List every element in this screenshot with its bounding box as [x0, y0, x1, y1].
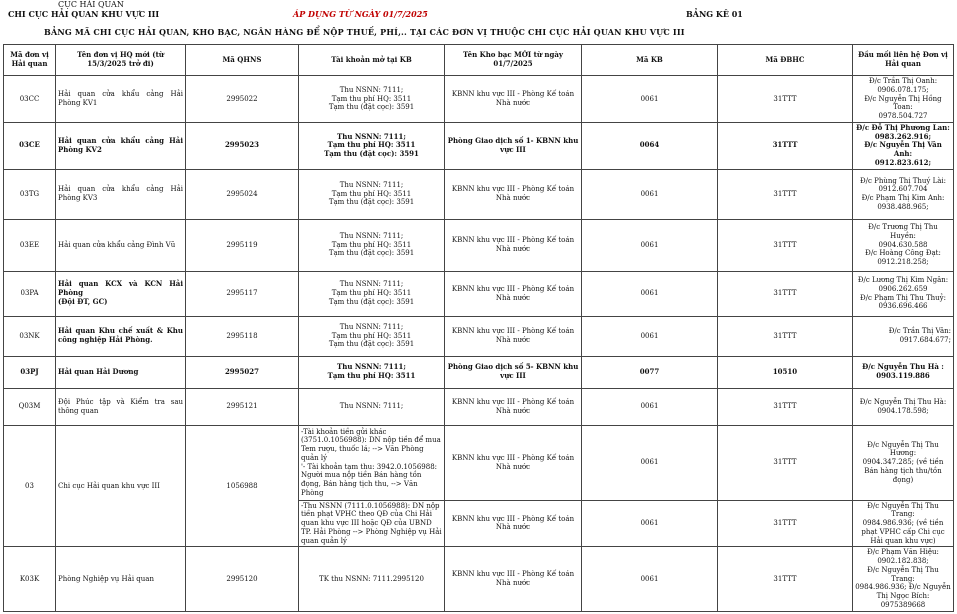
treasury-name: KBNN khu vực III - Phòng Kế toán Nhà nước	[445, 169, 582, 219]
account-info: Thu NSNN: 7111; Tạm thu phí HQ: 3511	[299, 356, 445, 388]
qhns-code: 2995024	[186, 169, 299, 219]
col-contact: Đầu mối liên hệ Đơn vị Hải quan	[853, 45, 954, 76]
contact-info: Đ/c Nguyễn Thị Thu Hà: 0904.178.598;	[853, 388, 954, 425]
qhns-code: 1056988	[186, 425, 299, 547]
table-row	[4, 547, 954, 611]
qhns-code: 2995023	[186, 122, 299, 169]
kb-code: 0061	[582, 169, 718, 219]
qhns-code: 2995121	[186, 388, 299, 425]
unit-code: 03	[4, 425, 56, 547]
unit-name: Hải quan cửa khẩu cảng Hải Phòng KV3	[56, 169, 186, 219]
table-row	[4, 316, 954, 356]
dbhc-code: 31TTT	[718, 271, 853, 316]
dbhc-code: 31TTT	[718, 547, 853, 611]
unit-code: 03TG	[4, 169, 56, 219]
kb-code: 0061	[582, 316, 718, 356]
unit-code: 03PA	[4, 271, 56, 316]
account-info: Thu NSNN: 7111; Tạm thu phí HQ: 3511 Tạm thu (đặt cọc): 3591	[299, 271, 445, 316]
table-row	[4, 219, 954, 271]
table-row	[4, 122, 954, 169]
unit-name: Hải quan cửa khẩu cảng Đình Vũ	[56, 219, 186, 271]
contact-info: Đ/c Phạm Văn Hiệu: 0902.182.838; Đ/c Nguyễn Thị Thu Trang: 0984.986.936; Đ/c Nguyễn Thị Ngọc Bích: 0975389668	[853, 547, 954, 611]
list-number: BẢNG KÊ 01	[686, 9, 743, 19]
col-account: Tài khoản mở tại KB	[299, 45, 445, 76]
unit-name: Hải quan cửa khẩu cảng Hải Phòng KV1	[56, 76, 186, 123]
treasury-name: KBNN khu vực III - Phòng Kế toán Nhà nước	[445, 425, 582, 500]
contact-info: Đ/c Trần Thị Vân: 0917.684.677;	[853, 316, 954, 356]
contact-info: Đ/c Nguyễn Thị Thu Hương: 0904.347.285; (về tiền Bán hàng tịch thu/tồn đọng)	[853, 425, 954, 500]
col-dbhc: Mã ĐBHC	[718, 45, 853, 76]
dbhc-code: 31TTT	[718, 122, 853, 169]
contact-info: Đ/c Phùng Thị Thuý Lài: 0912.607.704 Đ/c Phạm Thị Kim Anh: 0938.488.965;	[853, 169, 954, 219]
account-info: Thu NSNN: 7111; Tạm thu phí HQ: 3511 Tạm thu (đặt cọc): 3591	[299, 76, 445, 123]
contact-info: Đ/c Trần Thị Oanh: 0906.078.175; Đ/c Nguyễn Thị Hồng Toan: 0978.504.727	[853, 76, 954, 123]
kb-code: 0077	[582, 356, 718, 388]
table-row	[4, 425, 954, 500]
contact-info: Đ/c Đỗ Thị Phương Lan: 0983.262.916; Đ/c Nguyễn Thị Vân Anh: 0912.823.612;	[853, 122, 954, 169]
unit-code: K03K	[4, 547, 56, 611]
treasury-name: KBNN khu vực III - Phòng Kế toán Nhà nước	[445, 547, 582, 611]
unit-code: 03EE	[4, 219, 56, 271]
document-title: BẢNG MÃ CHI CỤC HẢI QUAN, KHO BẠC, NGÂN HÀNG ĐỂ NỘP THUẾ, PHÍ,.. TẠI CÁC ĐƠN VỊ THUỘC CHI CỤC HẢI QUAN KHU VỰC III	[44, 27, 685, 37]
qhns-code: 2995027	[186, 356, 299, 388]
table-row	[4, 169, 954, 219]
org-line2: CHI CỤC HẢI QUAN KHU VỰC III	[8, 9, 160, 19]
account-info: TK thu NSNN: 7111.2995120	[299, 547, 445, 611]
dbhc-code: 31TTT	[718, 388, 853, 425]
customs-table	[3, 44, 954, 612]
unit-name: Hải quan KCX và KCN Hải Phòng (Đội ĐT, GC)	[56, 271, 186, 316]
unit-name: Chi cục Hải quan khu vực III	[56, 425, 186, 547]
kb-code: 0061	[582, 547, 718, 611]
col-qhns: Mã QHNS	[186, 45, 299, 76]
treasury-name: KBNN khu vực III - Phòng Kế toán Nhà nước	[445, 388, 582, 425]
col-code: Mã đơn vị Hải quan	[4, 45, 56, 76]
table-row	[4, 388, 954, 425]
dbhc-code: 31TTT	[718, 500, 853, 547]
kb-code: 0064	[582, 122, 718, 169]
account-info: Thu NSNN: 7111;	[299, 388, 445, 425]
unit-code: Q03M	[4, 388, 56, 425]
kb-code: 0061	[582, 500, 718, 547]
qhns-code: 2995117	[186, 271, 299, 316]
unit-code: 03CE	[4, 122, 56, 169]
effective-date: ÁP DỤNG TỪ NGÀY 01/7/2025	[293, 9, 428, 19]
org-line1: CỤC HẢI QUAN	[58, 0, 124, 9]
account-info: Thu NSNN: 7111; Tạm thu phí HQ: 3511 Tạm thu (đặt cọc): 3591	[299, 219, 445, 271]
kb-code: 0061	[582, 425, 718, 500]
dbhc-code: 10510	[718, 356, 853, 388]
table-row	[4, 76, 954, 123]
col-treasury: Tên Kho bạc MỚI từ ngày 01/7/2025	[445, 45, 582, 76]
col-kb: Mã KB	[582, 45, 718, 76]
dbhc-code: 31TTT	[718, 76, 853, 123]
kb-code: 0061	[582, 76, 718, 123]
treasury-name: KBNN khu vực III - Phòng Kế toán Nhà nước	[445, 316, 582, 356]
kb-code: 0061	[582, 388, 718, 425]
contact-info: Đ/c Nguyễn Thu Hà : 0903.119.886	[853, 356, 954, 388]
table-row	[4, 356, 954, 388]
qhns-code: 2995120	[186, 547, 299, 611]
unit-name: Hải quan Khu chế xuất & Khu công nghiệp Hải Phòng.	[56, 316, 186, 356]
unit-name: Hải quan Hải Dương	[56, 356, 186, 388]
kb-code: 0061	[582, 271, 718, 316]
account-info: -Thu NSNN (7111.0.1056988): DN nộp tiền phạt VPHC theo QĐ của Chi Hải quan khu vực III hoặc QĐ của UBND TP. Hải Phòng --> Phòng Nghiệp vụ Hải quan quản lý	[299, 500, 445, 547]
dbhc-code: 31TTT	[718, 219, 853, 271]
contact-info: Đ/c Trương Thị Thu Huyền: 0904.630.588 Đ/c Hoàng Công Đạt: 0912.218.258;	[853, 219, 954, 271]
unit-name: Đội Phúc tập và Kiểm tra sau thông quan	[56, 388, 186, 425]
treasury-name: KBNN khu vực III - Phòng Kế toán Nhà nước	[445, 500, 582, 547]
contact-info: Đ/c Lương Thị Kim Ngân: 0906.262.659 Đ/c Phạm Thị Thu Thuỷ: 0936.696.466	[853, 271, 954, 316]
qhns-code: 2995118	[186, 316, 299, 356]
account-info: -Tài khoản tiền gửi khác (3751.0.1056988): DN nộp tiền để mua Tem rượu, thuốc lá; --> Văn Phòng quản lý '- Tài khoản tạm thu: 3942.0.1056988: Người mua nộp tiền Bán hàng tồn đọng, Bán hàng tịch thu, --> Văn Phòng	[299, 425, 445, 500]
treasury-name: KBNN khu vực III - Phòng Kế toán Nhà nước	[445, 76, 582, 123]
account-info: Thu NSNN: 7111; Tạm thu phí HQ: 3511 Tạm thu (đặt cọc): 3591	[299, 122, 445, 169]
account-info: Thu NSNN: 7111; Tạm thu phí HQ: 3511 Tạm thu (đặt cọc): 3591	[299, 169, 445, 219]
dbhc-code: 31TTT	[718, 425, 853, 500]
unit-code: 03PJ	[4, 356, 56, 388]
treasury-name: KBNN khu vực III - Phòng Kế toán Nhà nước	[445, 219, 582, 271]
account-info: Thu NSNN: 7111; Tạm thu phí HQ: 3511 Tạm thu (đặt cọc): 3591	[299, 316, 445, 356]
treasury-name: Phòng Giao dịch số 1- KBNN khu vực III	[445, 122, 582, 169]
kb-code: 0061	[582, 219, 718, 271]
qhns-code: 2995119	[186, 219, 299, 271]
table-header-row	[4, 45, 954, 76]
qhns-code: 2995022	[186, 76, 299, 123]
dbhc-code: 31TTT	[718, 169, 853, 219]
dbhc-code: 31TTT	[718, 316, 853, 356]
table-row	[4, 271, 954, 316]
unit-name: Phòng Nghiệp vụ Hải quan	[56, 547, 186, 611]
unit-code: 03NK	[4, 316, 56, 356]
col-name: Tên đơn vị HQ mới (từ 15/3/2025 trở đi)	[56, 45, 186, 76]
unit-code: 03CC	[4, 76, 56, 123]
unit-name: Hải quan cửa khẩu cảng Hải Phòng KV2	[56, 122, 186, 169]
treasury-name: Phòng Giao dịch số 5- KBNN khu vực III	[445, 356, 582, 388]
treasury-name: KBNN khu vực III - Phòng Kế toán Nhà nước	[445, 271, 582, 316]
contact-info: Đ/c Nguyễn Thị Thu Trang: 0984.986.936; (về tiền phạt VPHC cấp Chi cục Hải quan khu vực)	[853, 500, 954, 547]
